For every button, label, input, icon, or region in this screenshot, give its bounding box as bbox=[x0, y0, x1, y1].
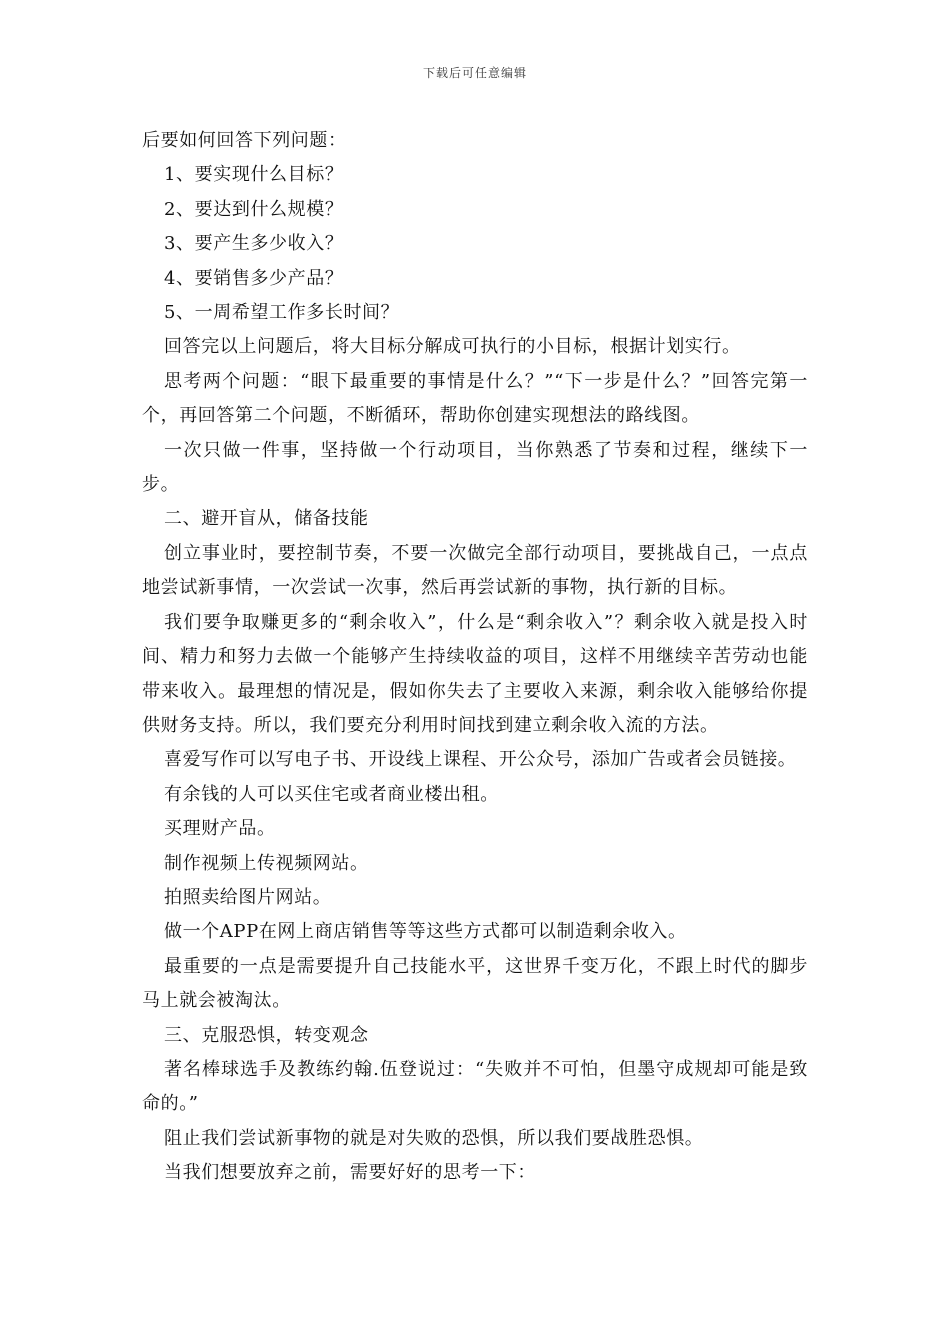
paragraph-quote: 著名棒球选手及教练约翰.伍登说过：“失败并不可怕，但墨守成规却可能是致命的。” bbox=[142, 1058, 808, 1115]
list-item-scale: 2、要达到什么规模？ bbox=[164, 198, 344, 220]
paragraph-video: 制作视频上传视频网站。 bbox=[164, 852, 369, 874]
section-heading-skills: 二、避开盲从，储备技能 bbox=[164, 508, 369, 530]
paragraph-intro-question: 后要如何回答下列问题： bbox=[142, 130, 347, 151]
paragraph-app: 做一个APP在网上商店销售等等这些方式都可以制造剩余收入。 bbox=[164, 921, 687, 943]
paragraph-break-goals: 回答完以上问题后，将大目标分解成可执行的小目标，根据计划实行。 bbox=[164, 336, 741, 358]
list-item-work-time: 5、一周希望工作多长时间？ bbox=[164, 302, 400, 324]
page-header: 下载后可任意编辑 bbox=[422, 66, 527, 80]
paragraph-overcome-fear: 阻止我们尝试新事物的就是对失败的恐惧，所以我们要战胜恐惧。 bbox=[164, 1127, 704, 1149]
list-item-income: 3、要产生多少收入？ bbox=[164, 233, 344, 255]
list-item-goal: 1、要实现什么目标？ bbox=[164, 164, 344, 186]
list-item-sales: 4、要销售多少产品？ bbox=[164, 267, 344, 289]
paragraph-two-questions: 思考两个问题：“眼下最重要的事情是什么？”“下一步是什么？”回答完第一个，再回答第二个问题，不断循环，帮助你创建实现想法的路线图。 bbox=[142, 370, 808, 427]
paragraph-one-thing: 一次只做一件事，坚持做一个行动项目，当你熟悉了节奏和过程，继续下一步。 bbox=[142, 439, 808, 496]
paragraph-residual-income: 我们要争取赚更多的“剩余收入”，什么是“剩余收入”？剩余收入就是投入时间、精力和努力去做一个能够产生持续收益的项目，这样不用继续辛苦劳动也能带来收入。最理想的情况是，假如你失去了主要收入来源，剩余收入能够给你提供财务支持。所以，我们要充分利用时间找到建立剩余收入流的方法。 bbox=[142, 611, 808, 736]
section-heading-fear: 三、克服恐惧，转变观念 bbox=[164, 1024, 369, 1046]
paragraph-finance-products: 买理财产品。 bbox=[164, 818, 276, 840]
paragraph-control-pace: 创立事业时，要控制节奏，不要一次做完全部行动项目，要挑战自己，一点点地尝试新事情，一次尝试一次事，然后再尝试新的事物，执行新的目标。 bbox=[142, 542, 808, 599]
document-body bbox=[142, 124, 808, 1191]
paragraph-photos: 拍照卖给图片网站。 bbox=[164, 886, 332, 908]
paragraph-writing: 喜爱写作可以写电子书、开设线上课程、开公众号，添加广告或者会员链接。 bbox=[164, 749, 797, 771]
paragraph-think-before-quit: 当我们想要放弃之前，需要好好的思考一下： bbox=[164, 1162, 536, 1184]
paragraph-rent: 有余钱的人可以买住宅或者商业楼出租。 bbox=[164, 783, 499, 805]
paragraph-improve-skills: 最重要的一点是需要提升自己技能水平，这世界千变万化，不跟上时代的脚步马上就会被淘汰。 bbox=[142, 955, 808, 1012]
